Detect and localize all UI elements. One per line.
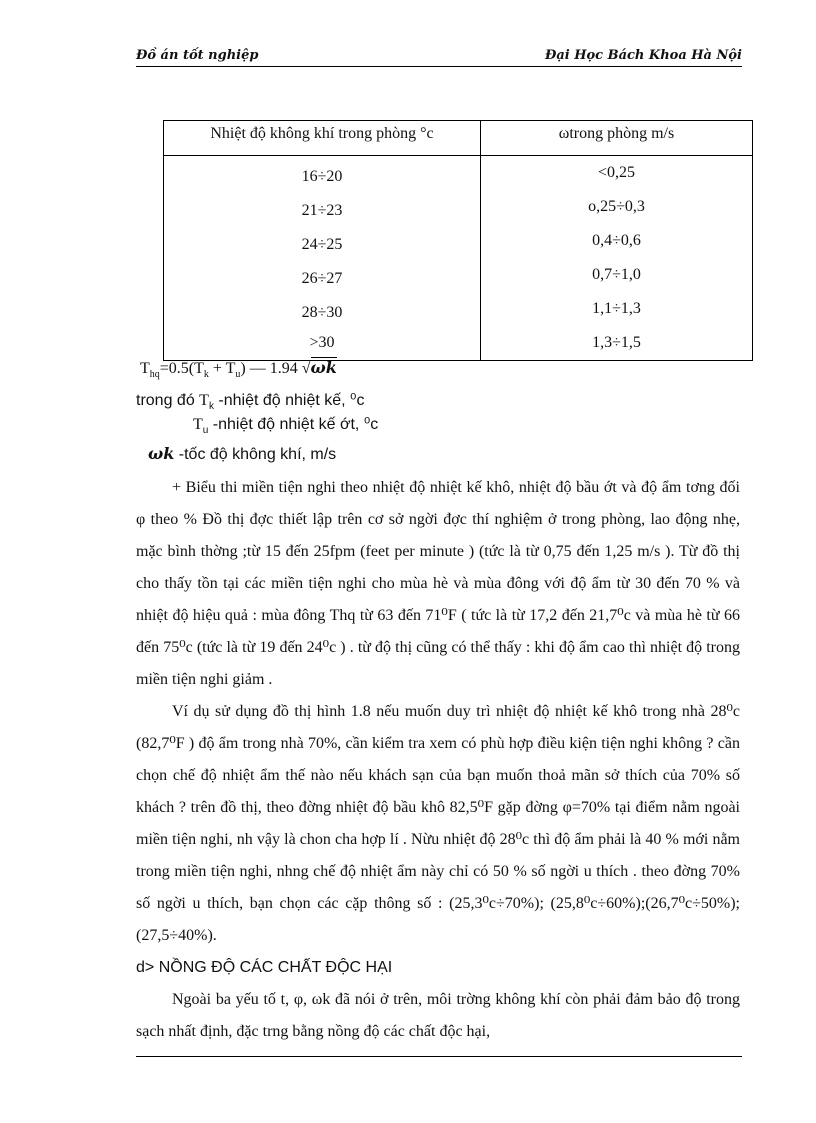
temp-column: [164, 156, 481, 361]
velocity-table: [163, 120, 753, 361]
header-right: Đại Học Bách Khoa Hà Nội: [544, 48, 742, 63]
temp-cell: >30: [309, 334, 335, 351]
formula-part: =0.5(T: [159, 360, 204, 377]
section-heading: d> NỒNG ĐỘ CÁC CHẤT ĐỘC HẠI: [136, 959, 393, 976]
formula-sub: u: [235, 369, 241, 381]
temp-cell: 26÷27: [301, 270, 343, 287]
speed-column: [481, 156, 753, 361]
speed-cell: 1,1÷1,3: [592, 300, 641, 317]
definition-tk: [136, 390, 364, 412]
footer-rule: [136, 1056, 742, 1057]
table-header-temp: Nhiệt độ không khí trong phòng °c: [164, 121, 481, 156]
formula-lhs-sub: hq: [149, 369, 160, 381]
speed-cell: 0,7÷1,0: [592, 266, 641, 283]
speed-cell: 1,3÷1,5: [592, 334, 641, 351]
sqrt-symbol: √: [301, 360, 311, 377]
omega-symbol: ωk: [310, 358, 337, 377]
paragraph-comfort-zone: + Biểu thi miền tiện nghi theo nhiệt độ nhiệt kế khô, nhiệt độ bầu ớt và độ ẩm tơng đối φ theo % Đồ thị đợc thiết lập trên cơ sở ngời đợc thí nghiệm ở trong phòng, lao động nhẹ, mặc bình thờng ;từ 15 đến 25fpm (feet per minute ) (tức là từ 0,75 đến 1,25 m/s ). Từ đồ thị cho thấy tồn tại các miền tiện nghi cho mùa hè và mùa đông với độ ẩm từ 30 đến 70 % và nhiệt độ hiệu quả : mùa đông Thq từ 63 đến 71⁰F ( tức là từ 17,2 đến 21,7⁰c và mùa hè từ 66 đến 75⁰c (tức là từ 19 đến 24⁰c ) . từ độ thị cũng có thể thấy : khi độ ẩm cao thì nhiệt độ trong miền tiện nghi giảm .: [136, 479, 740, 688]
temp-cell: 21÷23: [301, 202, 343, 219]
definition-text: -nhiệt độ nhiệt kế, ⁰c: [213, 392, 365, 409]
formula-lhs: T: [140, 360, 150, 377]
temp-cell: 24÷25: [301, 236, 343, 253]
page-header: [136, 48, 742, 67]
speed-cell: <0,25: [597, 164, 636, 181]
formula-part: ) — 1.94: [240, 360, 298, 377]
definition-sub: k: [208, 401, 214, 413]
definition-prefix: trong đó: [136, 392, 195, 409]
definition-tu: [193, 414, 378, 436]
definition-text: -nhiệt độ nhiệt kế ớt, ⁰c: [208, 416, 379, 433]
formula-part: + T: [208, 360, 236, 377]
paragraph-toxic: Ngoài ba yếu tố t, φ, ωk đã nói ở trên, môi trờng không khí còn phải đảm bảo độ trong sạch nhất định, đặc trng bằng nồng độ các chất độc hại,: [136, 991, 740, 1040]
definition-sub: u: [202, 425, 209, 437]
header-left: Đồ án tốt nghiệp: [136, 48, 259, 63]
speed-cell: o,25÷0,3: [588, 198, 645, 215]
definition-text: -tốc độ không khí, m/s: [174, 446, 337, 463]
omega-symbol: ωk: [148, 444, 175, 463]
body-text: [136, 472, 740, 1048]
temp-cell: 28÷30: [301, 304, 343, 321]
paragraph-example: Ví dụ sử dụng đồ thị hình 1.8 nếu muốn duy trì nhiệt độ nhiệt kế khô trong nhà 28⁰c (82,7⁰F ) độ ẩm trong nhà 70%, cần kiểm tra xem có phù hợp điều kiện tiện nghi không ? cần chọn chế độ nhiệt ẩm thế nào nếu khách sạn của bạn muốn thoả mãn sở thích của 70% số khách ? trên đồ thị, theo đờng nhiệt độ bầu khô 82,5⁰F gặp đờng φ=70% tại điểm nằm ngoài miền tiện nghi, nh vậy là chon cha hợp lí . Nừu nhiệt độ 28⁰c thì độ ẩm phải là 40 % mới nằm trong miền tiện nghi, nhng chế độ nhiệt ẩm này chỉ có 50 % số ngời u thích . theo đờng 70% số ngời u thích, bạn chọn các cặp thông số : (25,3⁰c÷70%); (25,8⁰c÷60%);(26,7⁰c÷50%); (27,5÷40%).: [136, 703, 740, 944]
speed-cell: 0,4÷0,6: [592, 232, 641, 249]
table-header-speed: ωtrong phòng m/s: [481, 121, 753, 156]
effective-temperature-formula: [140, 358, 337, 380]
definition-symbol: T: [199, 392, 209, 409]
formula-sub: k: [203, 369, 209, 381]
definition-omega: [148, 444, 336, 464]
temp-cell: 16÷20: [301, 168, 343, 185]
definition-symbol: T: [193, 416, 203, 433]
